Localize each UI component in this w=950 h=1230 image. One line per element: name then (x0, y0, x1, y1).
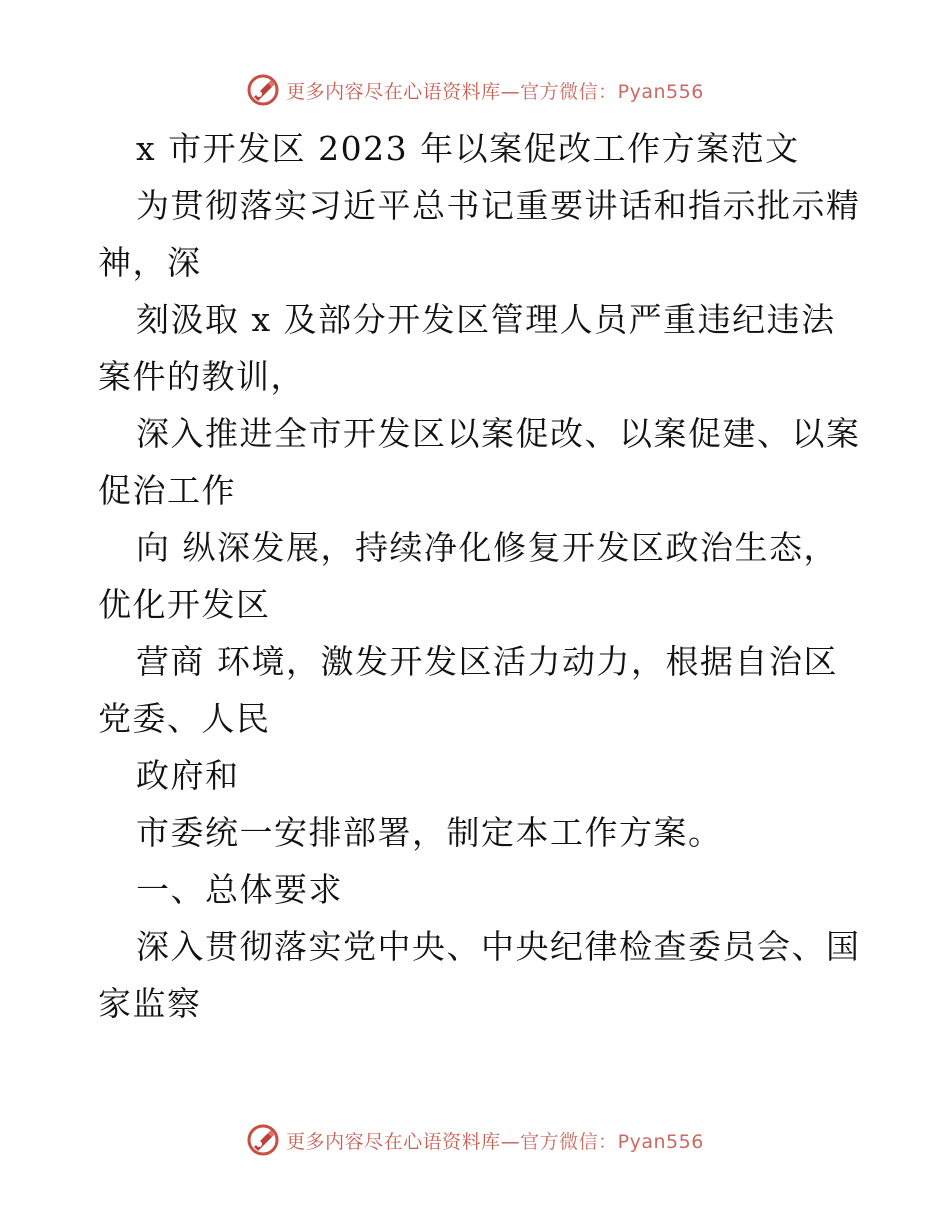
header-watermark (0, 70, 950, 110)
paragraph-line: 促治工作 (98, 471, 236, 510)
paragraph-line: 营商 环境，激发开发区活力动力，根据自治区 (136, 642, 838, 681)
document-body (98, 120, 868, 1032)
section-heading: 一、总体要求 (136, 870, 343, 909)
pen-logo-icon (246, 1123, 280, 1157)
footer-watermark (0, 1120, 950, 1160)
paragraph-line: 深入推进全市开发区以案促改、以案促建、以案 (136, 414, 861, 453)
paragraph-line: 党委、人民 (98, 699, 271, 738)
paragraph-line: 政府和 (136, 756, 240, 795)
paragraph-line: 市委统一安排部署，制定本工作方案。 (136, 813, 723, 852)
paragraph-line: 深入贯彻落实党中央、中央纪律检查委员会、国 (136, 927, 861, 966)
paragraph-line: 家监察 (98, 984, 202, 1023)
paragraph-line: 神，深 (98, 243, 202, 282)
paragraph-line: 案件的教训， (98, 357, 305, 396)
paragraph-line: 向 纵深发展，持续净化修复开发区政治生态， (136, 528, 838, 567)
paragraph-line: 优化开发区 (98, 585, 271, 624)
watermark-text: 更多内容尽在心语资料库—官方微信：Pyan556 (286, 80, 704, 103)
watermark-text: 更多内容尽在心语资料库—官方微信：Pyan556 (286, 1130, 704, 1153)
pen-logo-icon (246, 73, 280, 107)
paragraph-line: 为贯彻落实习近平总书记重要讲话和指示批示精 (136, 186, 861, 225)
paragraph-line: 刻汲取 x 及部分开发区管理人员严重违纪违法 (136, 300, 836, 339)
document-title: x 市开发区 2023 年以案促改工作方案范文 (136, 129, 800, 168)
